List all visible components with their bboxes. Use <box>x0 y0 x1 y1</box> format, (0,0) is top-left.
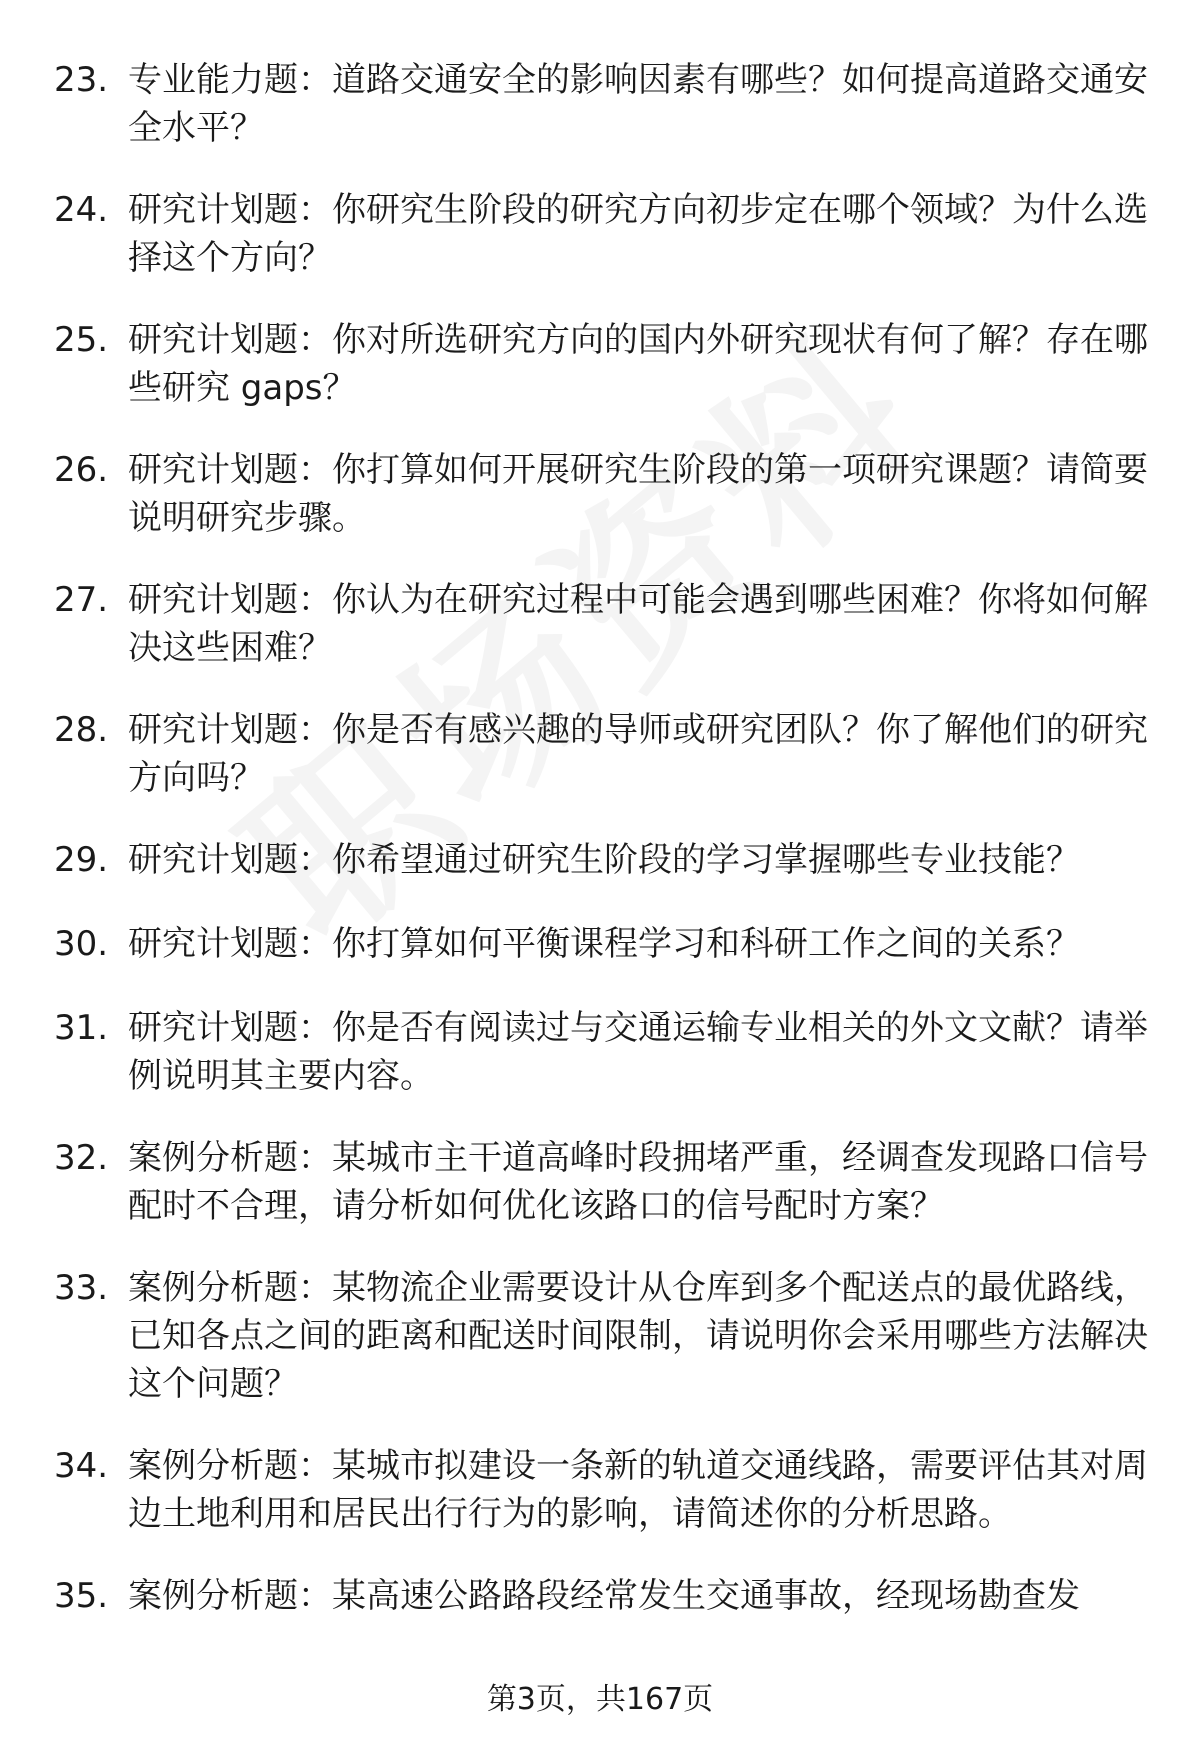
question-number: 33. <box>54 1268 109 1308</box>
question-number: 30. <box>54 924 109 964</box>
question-item <box>54 56 1154 152</box>
question-number: 32. <box>54 1138 109 1178</box>
question-item <box>54 1442 1154 1538</box>
question-text: 案例分析题：某城市拟建设一条新的轨道交通线路，需要评估其对周边土地利用和居民出行行为的影响，请简述你的分析思路。 <box>128 1446 1148 1534</box>
question-text: 研究计划题：你打算如何开展研究生阶段的第一项研究课题？请简要说明研究步骤。 <box>128 450 1148 538</box>
question-number: 26. <box>54 450 109 490</box>
question-item <box>54 186 1154 282</box>
page-footer: 第3页，共167页 <box>486 1682 714 1717</box>
question-item <box>54 1264 1154 1408</box>
question-number: 29. <box>54 840 109 880</box>
question-text: 研究计划题：你认为在研究过程中可能会遇到哪些困难？你将如何解决这些困难？ <box>128 580 1148 668</box>
question-text: 案例分析题：某物流企业需要设计从仓库到多个配送点的最优路线，已知各点之间的距离和配送时间限制，请说明你会采用哪些方法解决这个问题？ <box>128 1268 1148 1404</box>
question-text: 案例分析题：某高速公路路段经常发生交通事故，经现场勘查发 <box>128 1576 1080 1616</box>
question-number: 34. <box>54 1446 109 1486</box>
question-number: 23. <box>54 60 109 100</box>
question-item <box>54 576 1154 672</box>
question-number: 31. <box>54 1008 109 1048</box>
question-item <box>54 316 1154 412</box>
question-text: 研究计划题：你对所选研究方向的国内外研究现状有何了解？存在哪些研究 gaps？ <box>128 320 1148 408</box>
question-text: 研究计划题：你是否有阅读过与交通运输专业相关的外文文献？请举例说明其主要内容。 <box>128 1008 1148 1096</box>
question-text: 专业能力题：道路交通安全的影响因素有哪些？如何提高道路交通安全水平？ <box>128 60 1148 148</box>
question-text: 研究计划题：你希望通过研究生阶段的学习掌握哪些专业技能？ <box>128 840 1080 880</box>
question-item <box>54 1572 1154 1620</box>
question-item <box>54 836 1154 884</box>
question-text: 研究计划题：你研究生阶段的研究方向初步定在哪个领域？为什么选择这个方向？ <box>128 190 1148 278</box>
question-number: 25. <box>54 320 109 360</box>
question-list <box>54 56 1154 1654</box>
question-text: 研究计划题：你打算如何平衡课程学习和科研工作之间的关系？ <box>128 924 1080 964</box>
question-item <box>54 446 1154 542</box>
question-number: 24. <box>54 190 109 230</box>
question-number: 27. <box>54 580 109 620</box>
question-item <box>54 1004 1154 1100</box>
question-item <box>54 920 1154 968</box>
question-number: 35. <box>54 1576 109 1616</box>
question-number: 28. <box>54 710 109 750</box>
question-item <box>54 706 1154 802</box>
question-text: 案例分析题：某城市主干道高峰时段拥堵严重，经调查发现路口信号配时不合理，请分析如何优化该路口的信号配时方案？ <box>128 1138 1148 1226</box>
question-item <box>54 1134 1154 1230</box>
question-text: 研究计划题：你是否有感兴趣的导师或研究团队？你了解他们的研究方向吗？ <box>128 710 1148 798</box>
